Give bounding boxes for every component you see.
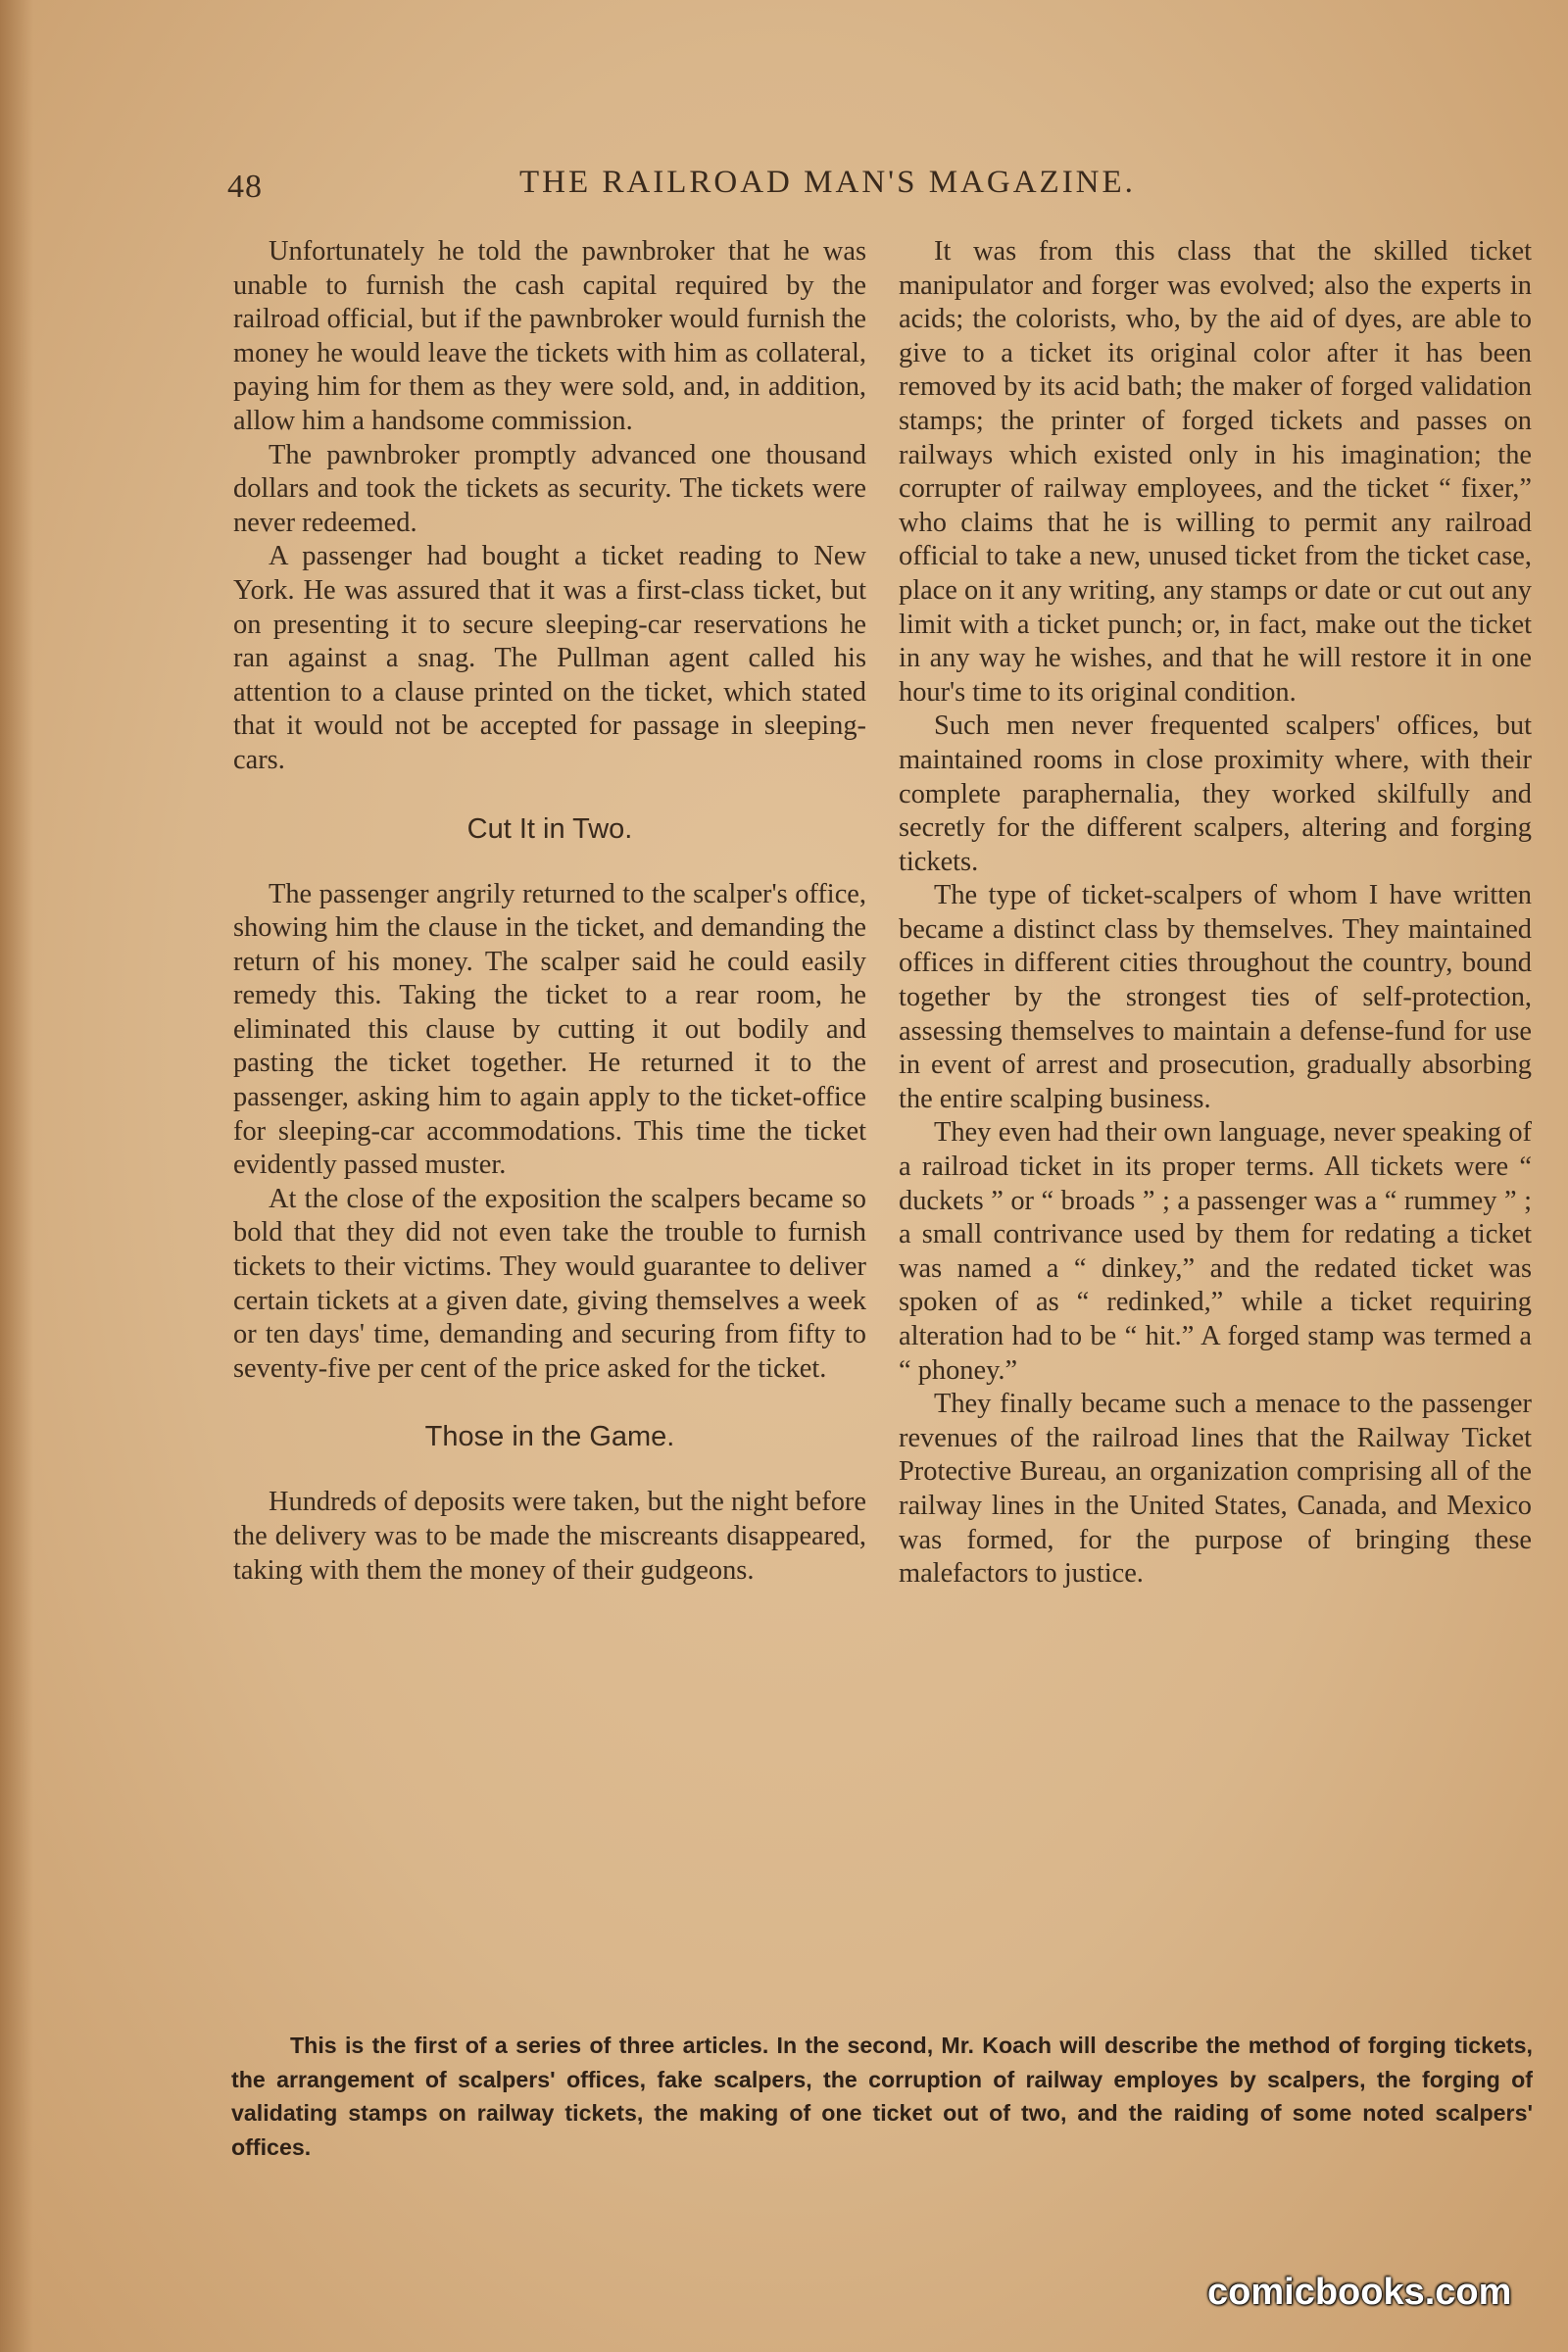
paragraph: The pawnbroker promptly advanced one thousand dollars and took the tickets as security. The tickets were never redeemed. [233, 439, 866, 538]
paragraph: They even had their own language, never speaking of a railroad ticket in its proper terms. All tickets were “ duckets ” or “ broads ” ; a passenger was a “ rummey ” ; a small contrivance used by them for redating a ticket was named a “ dinkey,” and the redated ticket was spoken of as “ redinked,” while a ticket requiring alteration had to be “ hit.” A forged stamp was termed a “ phoney.” [899, 1117, 1532, 1386]
right-column [899, 235, 1532, 1592]
paragraph: The passenger angrily returned to the scalper's office, showing him the clause in the ticket, and demanding the return of his money. The scalper said he could easily remedy this. Taking the ticket to a rear room, he eliminated this clause by cutting it out bodily and pasting the ticket together. He returned it to the passenger, asking him to again apply to the ticket-office for sleeping-car accommodations. This time the ticket evidently passed muster. [233, 878, 866, 1181]
running-title: THE RAILROAD MAN'S MAGAZINE. [519, 165, 1136, 200]
section-heading: Cut It in Two. [466, 812, 633, 845]
paragraph: Unfortunately he told the pawnbroker that he was unable to furnish the cash capital required by the railroad official, but if the pawnbroker would furnish the money he would leave the tickets with him as collateral, paying him for them as they were sold, and, in addition, allow him a handsome commission. [233, 236, 866, 436]
site-watermark: comicbooks.com [1207, 2272, 1512, 2313]
page-header [227, 165, 1533, 208]
page-number: 48 [227, 169, 263, 205]
paragraph: It was from this class that the skilled ticket manipulator and forger was evolved; also the experts in acids; the colorists, who, by the aid of dyes, are able to give to a ticket its original color after it has been removed by its acid bath; the maker of forged validation stamps; the printer of forged tickets and passes on railways which existed only in his imagination; the corrupter of railway employees, and the ticket “ fixer,” who claims that he is willing to permit any railroad official to take a new, unused ticket from the ticket case, place on it any writing, any stamps or date or cut out any limit with a ticket punch; or, in fact, make out the ticket in any way he wishes, and that he will restore it in one hour's time to its original condition. [899, 236, 1532, 708]
left-column [233, 235, 866, 1588]
paragraph: A passenger had bought a ticket reading to New York. He was assured that it was a first-class ticket, but on presenting it to secure sleeping-car reservations he ran against a snag. The Pullman agent called his attention to a clause printed on the ticket, which stated that it would not be accepted for passage in sleeping-cars. [233, 541, 866, 775]
paragraph: Such men never frequented scalpers' offices, but maintained rooms in close proximity where, with their complete paraphernalia, they worked skilfully and secretly for the different scalpers, altering and forging tickets. [899, 710, 1532, 877]
paragraph: They finally became such a menace to the passenger revenues of the railroad lines that the Railway Ticket Protective Bureau, an organization comprising all of the railway lines in the United States, Canada, and Mexico was formed, for the purpose of bringing these malefactors to justice. [899, 1389, 1532, 1590]
page-spine-shadow [0, 0, 33, 2352]
paragraph: At the close of the exposition the scalpers became so bold that they did not even take the trouble to furnish tickets to their victims. They would guarantee to deliver certain tickets at a given date, giving themselves a week or ten days' time, demanding and securing from fifty to seventy-five per cent of the price asked for the ticket. [233, 1183, 866, 1384]
paragraph: Hundreds of deposits were taken, but the night before the delivery was to be made the miscreants disappeared, taking with them the money of their gudgeons. [233, 1487, 866, 1586]
series-footnote [231, 2029, 1533, 2164]
paragraph: The type of ticket-scalpers of whom I have written became a distinct class by themselves. They maintained offices in different cities throughout the country, bound together by the strongest ties of self-protection, assessing themselves to maintain a defense-fund for use in event of arrest and prosecution, gradually absorbing the entire scalping business. [899, 880, 1532, 1114]
footnote-text: This is the first of a series of three articles. In the second, Mr. Koach will describe the method of forging tickets, the arrangement of scalpers' offices, fake scalpers, the corruption of railway employes by scalpers, the forging of validating stamps on railway tickets, the making of one ticket out of two, and the raiding of some noted scalpers' offices. [231, 2033, 1533, 2160]
section-heading: Those in the Game. [424, 1421, 675, 1453]
